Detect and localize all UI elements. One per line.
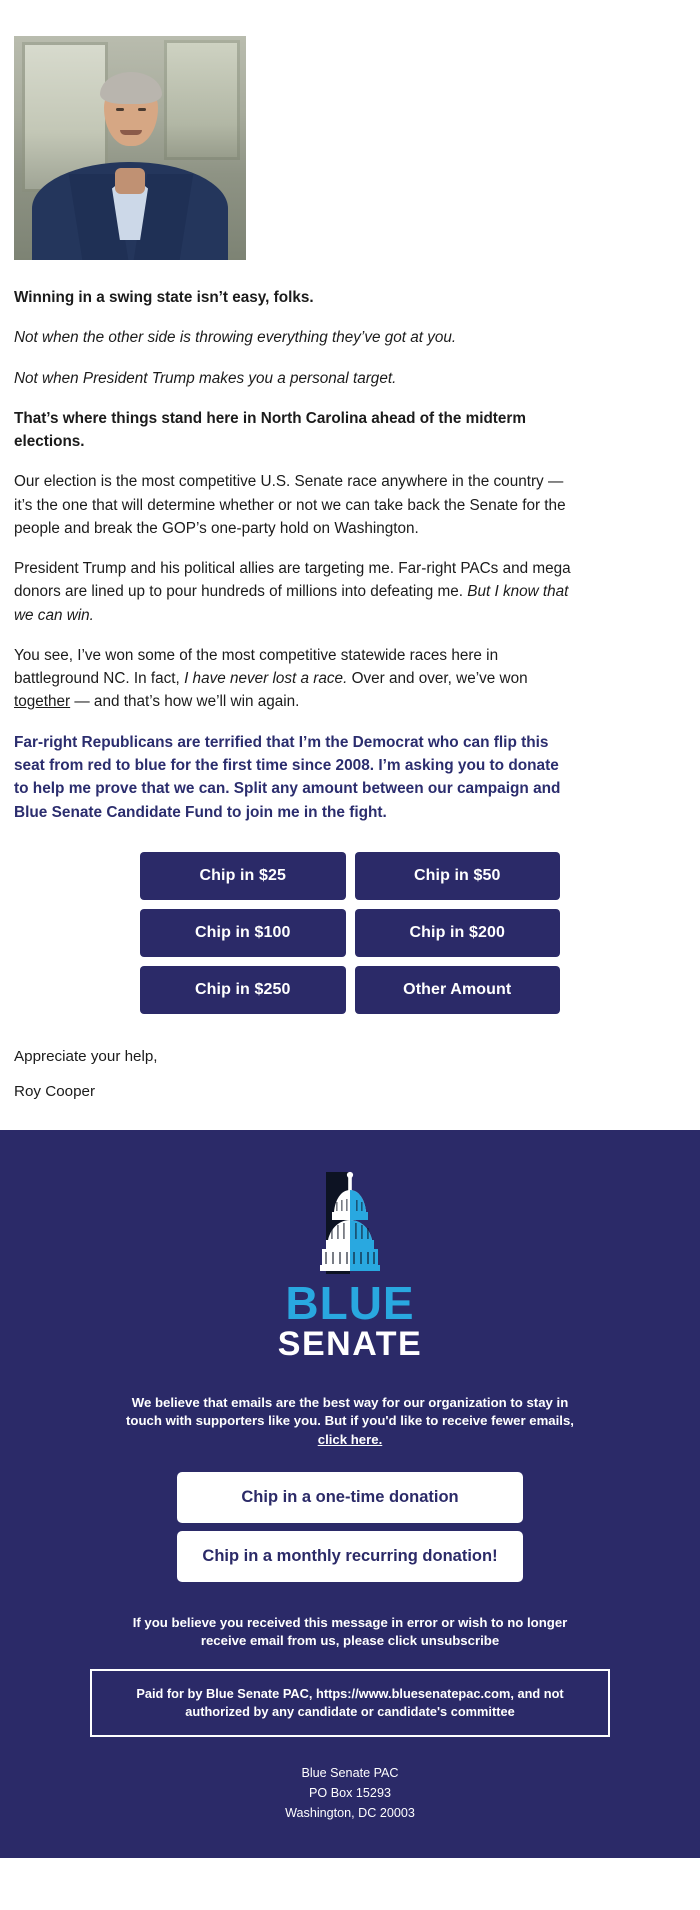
letter-paragraph-3-text-c: — and that’s how we’ll win again.	[70, 693, 300, 711]
letter-paragraph-3	[14, 644, 574, 714]
email-preferences-text: We believe that emails are the best way for our organization to stay in touch with supporters like you. But if you'd like to receive fewer emails,	[126, 1394, 574, 1429]
letter-headline: Winning in a swing state isn’t easy, folks.	[14, 289, 314, 306]
donate-button-250[interactable]: Chip in $250	[140, 966, 346, 1014]
click-here-link[interactable]: click here.	[317, 1431, 383, 1447]
letter-donation-ask: Far-right Republicans are terrified that I’m the Democrat who can flip this seat from red to blue for the first time since 2008. I’m asking you to donate to help me prove that we can. Split any amount between our campaign and Blue Senate Candidate Fund to join me in the fight.	[14, 733, 561, 821]
donate-button-200[interactable]: Chip in $200	[355, 909, 561, 957]
capitol-dome-icon	[300, 1170, 400, 1276]
letter-paragraph-3-text-a: You see, I’ve won some of the most competitive statewide races here in battleground NC. In fact,	[14, 646, 499, 687]
letter-paragraph-2	[14, 557, 574, 627]
portrait-eye-left	[116, 108, 124, 111]
address-line-3: Washington, DC 20003	[285, 1806, 415, 1821]
letter-italic-line-2: Not when President Trump makes you a personal target.	[14, 369, 397, 387]
portrait-window-right	[164, 40, 240, 160]
logo-word-senate: SENATE	[277, 1325, 423, 1364]
portrait-neck	[115, 168, 145, 194]
donate-button-other-amount[interactable]: Other Amount	[355, 966, 561, 1014]
signature-name: Roy Cooper	[14, 1083, 96, 1101]
portrait-mouth	[120, 130, 142, 135]
email-footer	[0, 1130, 700, 1858]
donate-button-50[interactable]: Chip in $50	[355, 852, 561, 900]
mailing-address	[24, 1763, 676, 1824]
cta-monthly-donation[interactable]: Chip in a monthly recurring donation!	[177, 1531, 523, 1582]
cta-one-time-donation[interactable]: Chip in a one-time donation	[177, 1472, 523, 1523]
portrait-eye-right	[138, 108, 146, 111]
blue-senate-logo	[266, 1170, 434, 1363]
letter-paragraph-3-emphasis: I have never lost a race.	[184, 670, 348, 687]
donate-button-25[interactable]: Chip in $25	[140, 852, 346, 900]
letter-signoff	[14, 1048, 686, 1100]
letter-paragraph-2-text: President Trump and his political allies are targeting me. Far-right PACs and mega donors are lined up to pour hundreds of millions into defeating me.	[14, 560, 571, 601]
donate-button-100[interactable]: Chip in $100	[140, 909, 346, 957]
letter-paragraph-1: Our election is the most competitive U.S. Senate race anywhere in the country — it’s the one that will determine whether or not we can take back the Senate for the people and break the GOP’s one-party hold on Washington.	[14, 473, 566, 537]
email-preferences-note	[115, 1394, 585, 1450]
letter-paragraph-2-emphasis: But I know that we can win.	[14, 583, 569, 624]
letter-italic-line-1: Not when the other side is throwing everything they’ve got at you.	[14, 329, 457, 347]
candidate-portrait-image	[14, 36, 246, 260]
paid-for-disclaimer: Paid for by Blue Senate PAC, https://www.bluesenatepac.com, and not authorized by any candidate or candidate's committee	[90, 1669, 610, 1736]
logo-word-blue: BLUE	[285, 1277, 415, 1330]
signoff-line: Appreciate your help,	[14, 1048, 158, 1066]
letter-paragraph-3-text-b: Over and over, we’ve won	[347, 670, 528, 687]
together-link[interactable]: together	[14, 693, 71, 711]
letter-bold-line: That’s where things stand here in North Carolina ahead of the midterm elections.	[14, 409, 526, 450]
donation-amount-grid	[140, 846, 560, 1014]
address-line-1: Blue Senate PAC	[301, 1765, 399, 1780]
unsubscribe-note[interactable]: If you believe you received this message in error or wish to no longer receive email from us, please click unsubscribe	[132, 1614, 568, 1649]
address-line-2: PO Box 15293	[309, 1785, 391, 1800]
